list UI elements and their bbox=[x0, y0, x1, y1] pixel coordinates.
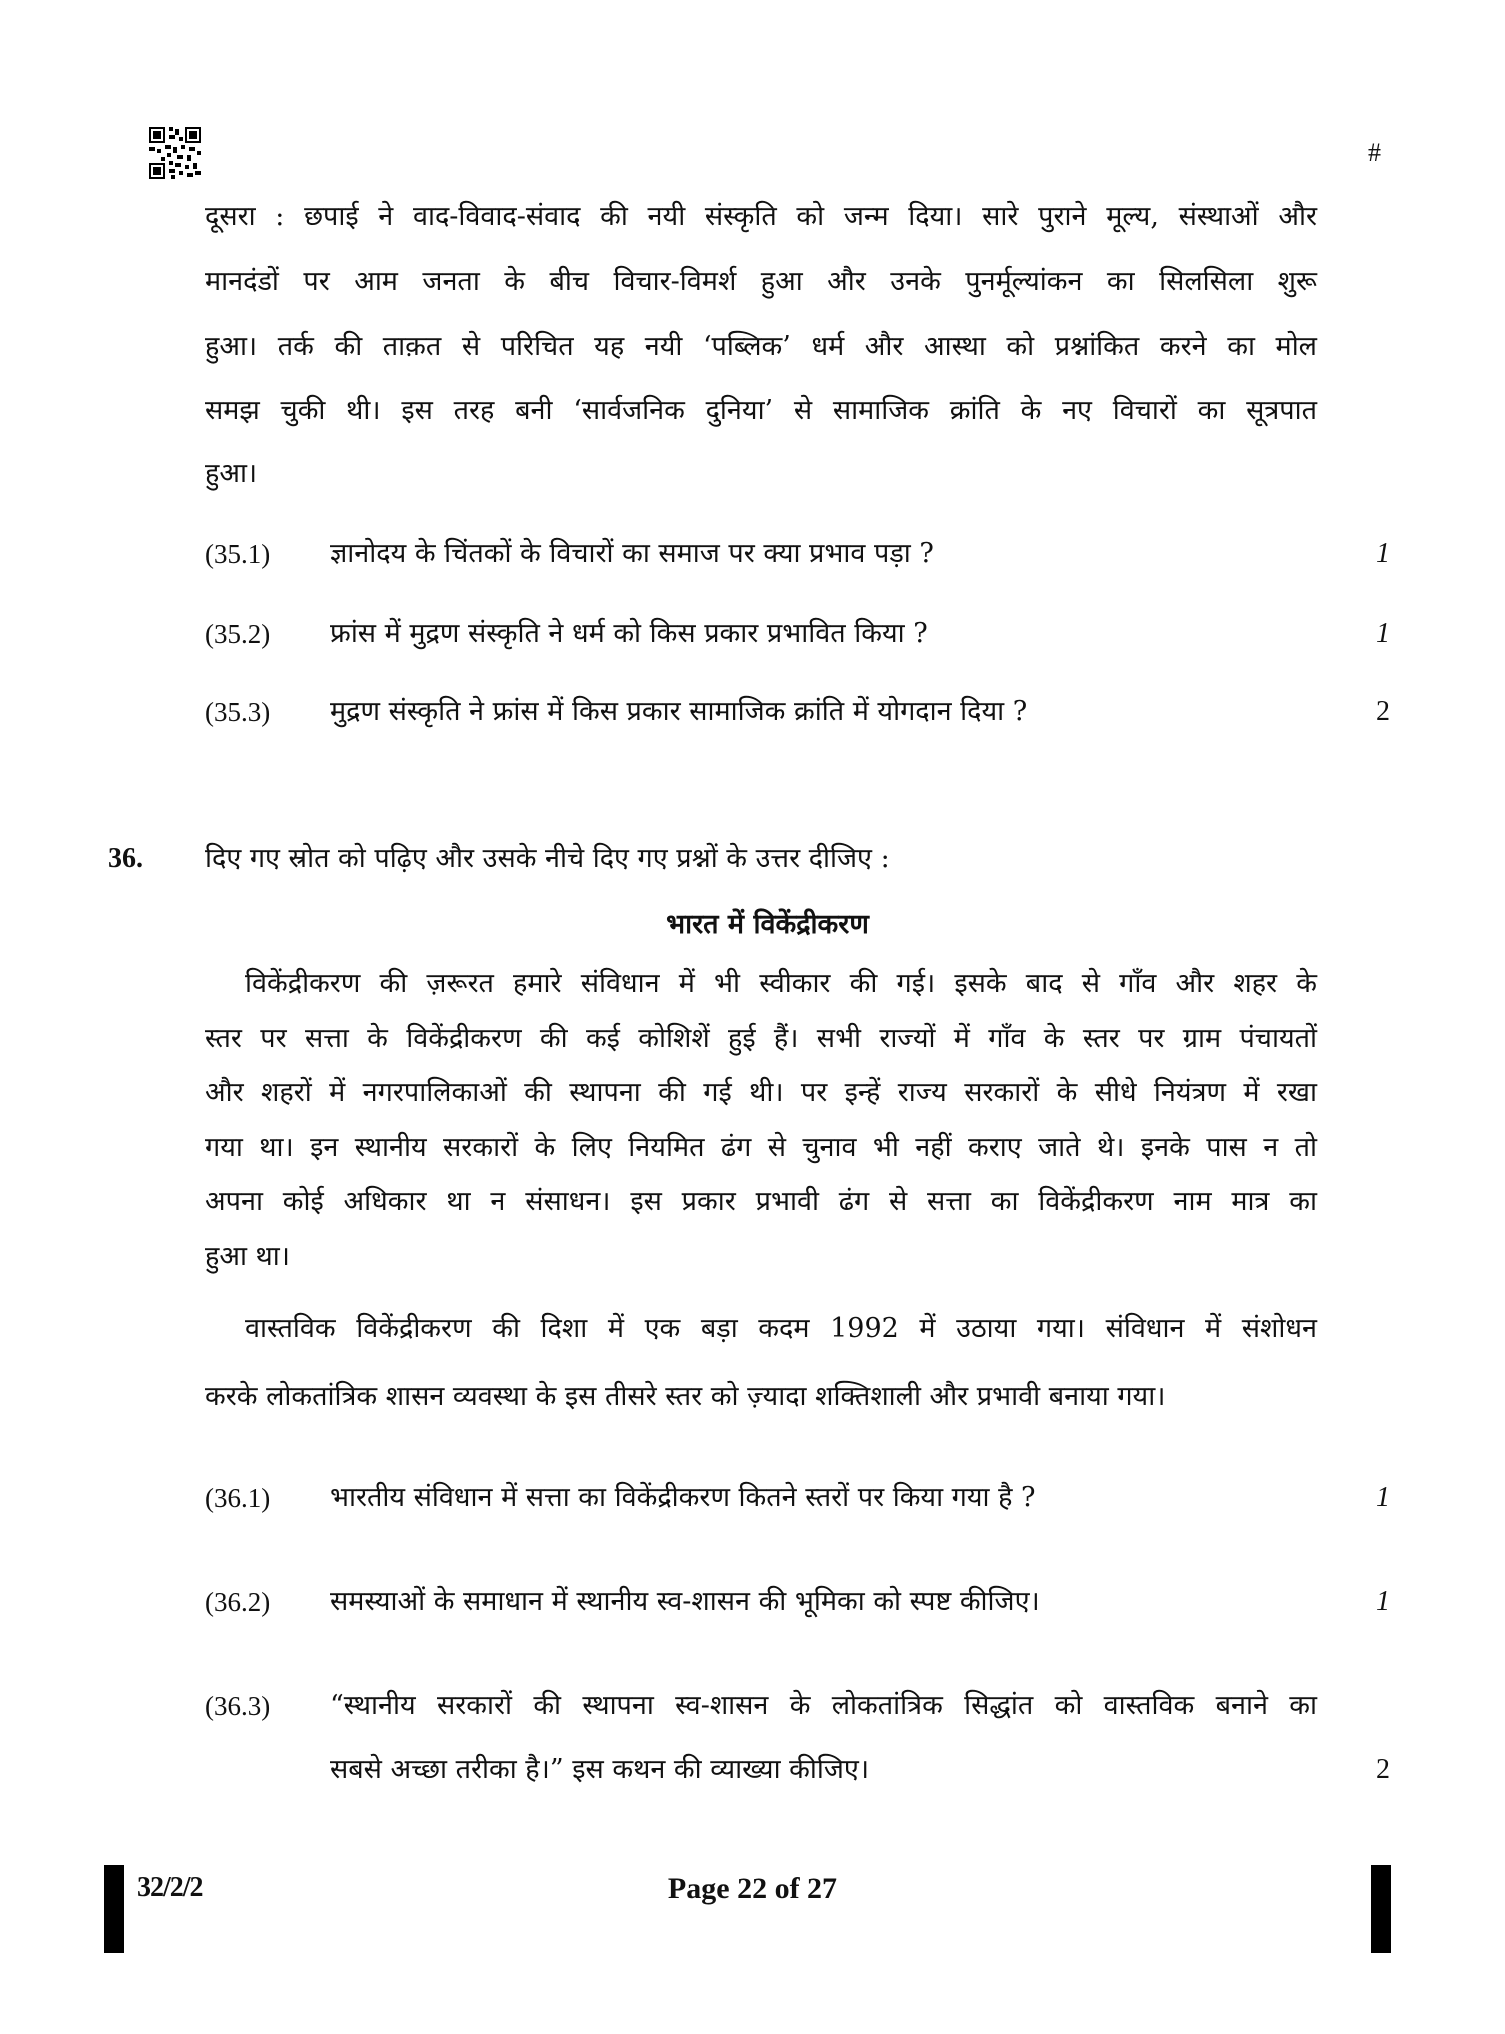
subquestion-label: (36.1) bbox=[205, 1483, 271, 1513]
page-label: Page 22 of 27 bbox=[667, 1872, 838, 1905]
paragraph-line: गया था। इन स्थानीय सरकारों के लिए नियमित ढंग से चुनाव भी नहीं कराए जाते थे। इनके पास न तो bbox=[205, 1132, 1317, 1163]
subquestion-text: समस्याओं के समाधान में स्थानीय स्व-शासन की भूमिका को स्पष्ट कीजिए। bbox=[330, 1586, 1040, 1617]
paragraph-line: अपना कोई अधिकार था न संसाधन। इस प्रकार प्रभावी ढंग से सत्ता का विकेंद्रीकरण नाम मात्र का bbox=[205, 1186, 1317, 1217]
passage-line: मानदंडों पर आम जनता के बीच विचार-विमर्श हुआ और उनके पुनर्मूल्यांकन का सिलसिला शुरू bbox=[205, 266, 1317, 297]
passage-line: समझ चुकी थी। इस तरह बनी ‘सार्वजनिक दुनिया’ से सामाजिक क्रांति के नए विचारों का सूत्रपात bbox=[205, 395, 1317, 426]
subquestion-text: ज्ञानोदय के चिंतकों के विचारों का समाज पर क्या प्रभाव पड़ा ? bbox=[330, 538, 934, 569]
qr-code-icon bbox=[149, 127, 201, 179]
subquestion-text: सबसे अच्छा तरीका है।” इस कथन की व्याख्या कीजिए। bbox=[330, 1754, 870, 1785]
subquestion-text: “स्थानीय सरकारों की स्थापना स्व-शासन के लोकतांत्रिक सिद्धांत को वास्तविक बनाने का bbox=[330, 1690, 1317, 1721]
footer-right-bar bbox=[1371, 1865, 1391, 1953]
page-number bbox=[0, 1872, 1505, 1906]
subquestion-text: भारतीय संविधान में सत्ता का विकेंद्रीकरण कितने स्तरों पर किया गया है ? bbox=[330, 1482, 1036, 1513]
page-hash-mark: # bbox=[1368, 138, 1381, 167]
paragraph-line: वास्तविक विकेंद्रीकरण की दिशा में एक बड़ा कदम 1992 में उठाया गया। संविधान में संशोधन bbox=[245, 1313, 1317, 1344]
marks: 1 bbox=[1376, 1586, 1390, 1617]
paragraph-line: स्तर पर सत्ता के विकेंद्रीकरण की कई कोशिशें हुई हैं। सभी राज्यों में गाँव के स्तर पर ग्राम पंचायतों bbox=[205, 1023, 1317, 1054]
paragraph-line: विकेंद्रीकरण की ज़रूरत हमारे संविधान में भी स्वीकार की गई। इसके बाद से गाँव और शहर के bbox=[245, 968, 1317, 999]
marks: 2 bbox=[1376, 1754, 1390, 1785]
paragraph-line: हुआ था। bbox=[205, 1241, 290, 1272]
marks: 2 bbox=[1376, 696, 1390, 727]
question-instruction: दिए गए स्रोत को पढ़िए और उसके नीचे दिए गए प्रश्नों के उत्तर दीजिए : bbox=[205, 843, 890, 874]
marks: 1 bbox=[1376, 538, 1390, 569]
passage-line: हुआ। तर्क की ताक़त से परिचित यह नयी ‘पब्लिक’ धर्म और आस्था को प्रश्नांकित करने का मोल bbox=[205, 331, 1317, 362]
paragraph-line: और शहरों में नगरपालिकाओं की स्थापना की गई थी। पर इन्हें राज्य सरकारों के सीधे नियंत्रण में रखा bbox=[205, 1077, 1317, 1108]
passage-line: हुआ। bbox=[205, 458, 258, 489]
subquestion-text: फ्रांस में मुद्रण संस्कृति ने धर्म को किस प्रकार प्रभावित किया ? bbox=[330, 618, 928, 649]
subquestion-text: मुद्रण संस्कृति ने फ्रांस में किस प्रकार सामाजिक क्रांति में योगदान दिया ? bbox=[330, 696, 1028, 727]
subquestion-label: (35.2) bbox=[205, 619, 271, 649]
subquestion-label: (35.1) bbox=[205, 539, 271, 569]
source-title: भारत में विकेंद्रीकरण bbox=[666, 909, 869, 940]
paper-code: 32/2/2 bbox=[137, 1872, 203, 1903]
question-number: 36. bbox=[108, 843, 143, 874]
marks: 1 bbox=[1376, 618, 1390, 649]
subquestion-label: (36.3) bbox=[205, 1691, 271, 1721]
subquestion-label: (36.2) bbox=[205, 1587, 271, 1617]
subquestion-label: (35.3) bbox=[205, 697, 271, 727]
marks: 1 bbox=[1376, 1482, 1390, 1513]
passage-line: दूसरा : छपाई ने वाद-विवाद-संवाद की नयी संस्कृति को जन्म दिया। सारे पुराने मूल्य, संस्थाओं और bbox=[205, 201, 1317, 232]
paragraph-line: करके लोकतांत्रिक शासन व्यवस्था के इस तीसरे स्तर को ज़्यादा शक्तिशाली और प्रभावी बनाया गया। bbox=[205, 1381, 1166, 1412]
